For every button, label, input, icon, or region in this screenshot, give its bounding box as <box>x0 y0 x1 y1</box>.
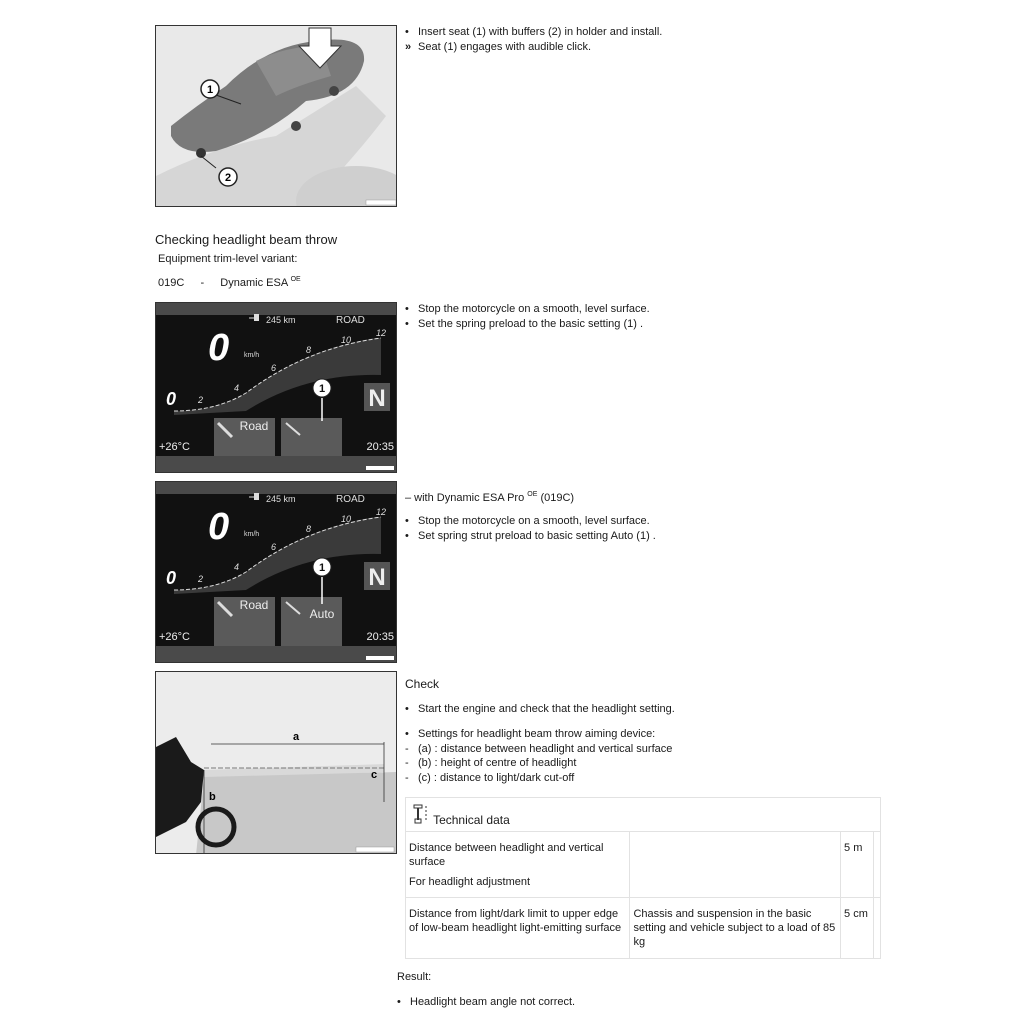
temperature-readout: +26°C <box>159 631 191 643</box>
riding-mode-header: ROAD <box>336 315 365 326</box>
speed-unit: km/h <box>244 352 260 359</box>
step: • Insert seat (1) with buffers (2) in holder and install. <box>405 26 663 38</box>
gear-indicator: N <box>368 385 386 412</box>
clock-readout: 20:35 <box>366 631 394 643</box>
callout-1: 1 <box>206 84 214 96</box>
equipment-label: Equipment trim-level variant: <box>158 253 298 265</box>
callout-1: 1 <box>318 562 326 574</box>
rpm-tick-label: 8 <box>306 345 312 355</box>
label-b: b <box>209 791 216 803</box>
rpm-tick-label: 6 <box>271 542 277 552</box>
rpm-tick-label: 4 <box>234 562 240 572</box>
esa-steps: • Stop the motorcycle on a smooth, level surface. • Set the spring preload to the basic setting (1) . <box>405 303 650 330</box>
callout-2: 2 <box>224 172 232 184</box>
label-c: c <box>370 769 378 781</box>
table-row: Distance between headlight and vertical surface For headlight adjustment 5 m <box>406 832 881 898</box>
rpm-tick-label: 4 <box>234 383 240 393</box>
technical-data-table <box>405 797 881 959</box>
seat-installation-figure <box>155 25 397 207</box>
dashboard-figure-esa-pro <box>155 481 397 663</box>
ride-mode-label: Road <box>239 598 269 612</box>
esa-setting-label: Auto <box>309 607 335 621</box>
esa-pro-steps: • Stop the motorcycle on a smooth, level surface. • Set spring strut preload to basic setting Auto (1) . <box>405 515 656 542</box>
section-heading: Checking headlight beam throw <box>155 232 338 247</box>
result-item: • Headlight beam angle not correct. <box>397 996 576 1008</box>
clock-readout: 20:35 <box>366 441 394 453</box>
headlight-beam-diagram <box>155 671 397 854</box>
rpm-tick-label: 10 <box>341 335 352 345</box>
aiming-settings: • Settings for headlight beam throw aiming device: - (a) : distance between headlight and vertical surface - (b) : height of centre of headlight - (c) : distance to light/dark cut-off <box>405 728 673 784</box>
rpm-tick-label: 6 <box>271 363 277 373</box>
rpm-tick-label: 12 <box>376 507 387 517</box>
esa-setting-box <box>281 418 342 456</box>
tool-icon <box>412 804 430 828</box>
dashboard-figure-esa <box>155 302 397 473</box>
callout-1: 1 <box>318 383 326 395</box>
check-title: Check <box>405 677 440 691</box>
step-result: » Seat (1) engages with audible click. <box>405 40 592 53</box>
range-readout: 245 km <box>266 494 296 504</box>
esa-pro-intro: – with Dynamic ESA Pro $^{OE}$ (019C) <box>405 491 575 504</box>
seat-steps <box>405 25 662 54</box>
rpm-tick-label: 2 <box>198 574 204 584</box>
speed-unit: km/h <box>244 531 260 538</box>
table-row: Distance from light/dark limit to upper edge of low-beam headlight light-emitting surface Chassis and suspension in the basic setting and vehicle subject to a load of 85 kg 5 cm <box>406 898 881 959</box>
gear-left-readout: 0 <box>166 389 177 409</box>
speed-readout: 0 <box>208 506 230 548</box>
range-readout: 245 km <box>266 315 296 325</box>
variant-line: 019C - Dynamic ESA $^{OE}$ <box>158 276 301 289</box>
rpm-tick-label: 8 <box>306 524 312 534</box>
rpm-tick-label: 2 <box>198 395 204 405</box>
technical-data-title: Technical data <box>433 813 510 827</box>
label-a: a <box>292 731 300 743</box>
speed-readout: 0 <box>208 327 230 369</box>
gear-indicator: N <box>368 564 386 591</box>
riding-mode-header: ROAD <box>336 494 365 505</box>
gear-left-readout: 0 <box>166 568 177 588</box>
result-title: Result: <box>397 971 432 983</box>
check-start-step: • Start the engine and check that the headlight setting. <box>405 703 675 715</box>
rpm-tick-label: 10 <box>341 514 352 524</box>
temperature-readout: +26°C <box>159 441 191 453</box>
rpm-tick-label: 12 <box>376 328 387 338</box>
ride-mode-label: Road <box>239 419 269 433</box>
